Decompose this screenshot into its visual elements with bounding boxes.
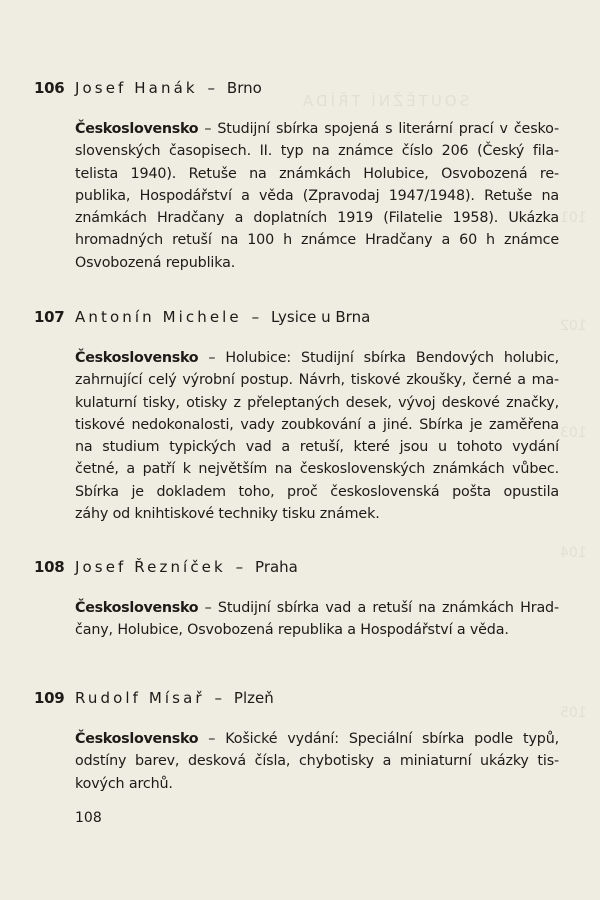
entry-number: 109 xyxy=(34,689,65,707)
exhibitor-name: Josef Řezníček xyxy=(75,558,226,576)
text-line xyxy=(75,728,559,750)
collection-country: Československo xyxy=(75,121,199,137)
collection-country: Československo xyxy=(75,731,199,747)
text-line: Sbírka je dokladem toho, proč československá pošta opustila xyxy=(75,483,559,500)
text-line: tiskové nedokonalosti, vady zoubkování a jiné. Sbírka je zaměřena xyxy=(75,416,559,433)
separator: – xyxy=(235,558,244,576)
exhibitor-place: Plzeň xyxy=(233,689,274,707)
exhibitor-line xyxy=(75,555,298,579)
separator: – xyxy=(207,79,216,97)
show-through-text: 101 xyxy=(560,210,587,226)
entry-heading xyxy=(0,76,600,100)
exhibitor-place: Lysice u Brna xyxy=(271,308,371,326)
text-line xyxy=(75,347,559,369)
text-line: publika, Hospodářství a věda (Zpravodaj 1947/1948). Retuše na xyxy=(75,187,559,204)
show-through-text: 103 xyxy=(560,425,587,441)
separator: – xyxy=(214,689,223,707)
collection-country: Československo xyxy=(75,600,199,616)
text-line: četné, a patří k největším na československých známkách vůbec. xyxy=(75,461,559,478)
entry-description xyxy=(75,347,559,525)
text-fragment: Holubice: Studijní sbírka Bendových holubic, xyxy=(225,350,559,366)
exhibitor-name: Antonín Michele xyxy=(75,308,242,326)
show-through-text: SOUTĚŽNÍ TŘÍDA xyxy=(300,92,470,110)
text-line: čany, Holubice, Osvobozená republika a Hospodářství a věda. xyxy=(75,622,509,639)
dash: – xyxy=(198,350,226,366)
exhibitor-line xyxy=(75,686,274,710)
entry-number: 107 xyxy=(34,308,65,326)
exhibitor-place: Praha xyxy=(255,558,298,576)
dash: – xyxy=(198,600,218,616)
text-line: kulaturní tisky, otisky z přeleptaných desek, vývoj deskové značky, xyxy=(75,394,559,411)
text-line: odstíny barev, desková čísla, chybotisky a miniaturní ukázky tis- xyxy=(75,753,559,770)
show-through-text: 105 xyxy=(560,705,587,721)
text-line: hromadných retuší na 100 h známce Hradčany a 60 h známce xyxy=(75,232,559,249)
text-line: Osvobozená republika. xyxy=(75,254,236,271)
exhibitor-line xyxy=(75,76,262,100)
dash: – xyxy=(198,731,226,747)
text-line: telista 1940). Retuše na známkách Holubice, Osvobozená re- xyxy=(75,165,559,182)
exhibitor-name: Rudolf Mísař xyxy=(75,689,205,707)
text-line: záhy od knihtiskové techniky tisku známek. xyxy=(75,506,380,523)
entry-108 xyxy=(0,555,600,639)
text-line: kových archů. xyxy=(75,775,173,792)
text-line: na studium typických vad a retuší, které jsou u tohoto vydání xyxy=(75,439,559,456)
entry-description xyxy=(75,597,559,642)
text-fragment: Studijní sbírka spojená s literární prací v česko- xyxy=(217,121,559,137)
entry-description xyxy=(75,118,559,274)
separator: – xyxy=(251,308,260,326)
text-fragment: Košické vydání: Speciální sbírka podle typů, xyxy=(225,731,560,747)
text-line: známkách Hradčany a doplatních 1919 (Filatelie 1958). Ukázka xyxy=(75,210,559,227)
entry-heading xyxy=(0,555,600,579)
show-through-text: 104 xyxy=(560,545,587,561)
exhibitor-name: Josef Hanák xyxy=(75,79,198,97)
exhibitor-line xyxy=(75,305,370,329)
text-line: zahrnující celý výrobní postup. Návrh, tiskové zkoušky, černé a ma- xyxy=(75,372,559,389)
show-through-text: 102 xyxy=(560,318,587,334)
exhibitor-place: Brno xyxy=(226,79,262,97)
text-line xyxy=(75,118,559,140)
entry-heading xyxy=(0,305,600,329)
dash: – xyxy=(198,121,218,137)
text-fragment: Studijní sbírka vad a retuší na známkách Hrad- xyxy=(217,600,559,616)
text-line: slovenských časopisech. II. typ na známce číslo 206 (Český fila- xyxy=(75,143,559,160)
entry-number: 108 xyxy=(34,558,65,576)
page-number: 108 xyxy=(75,810,102,826)
entry-number: 106 xyxy=(34,79,65,97)
collection-country: Československo xyxy=(75,350,199,366)
entry-heading xyxy=(0,686,600,710)
entry-description xyxy=(75,728,559,795)
text-line xyxy=(75,597,559,619)
